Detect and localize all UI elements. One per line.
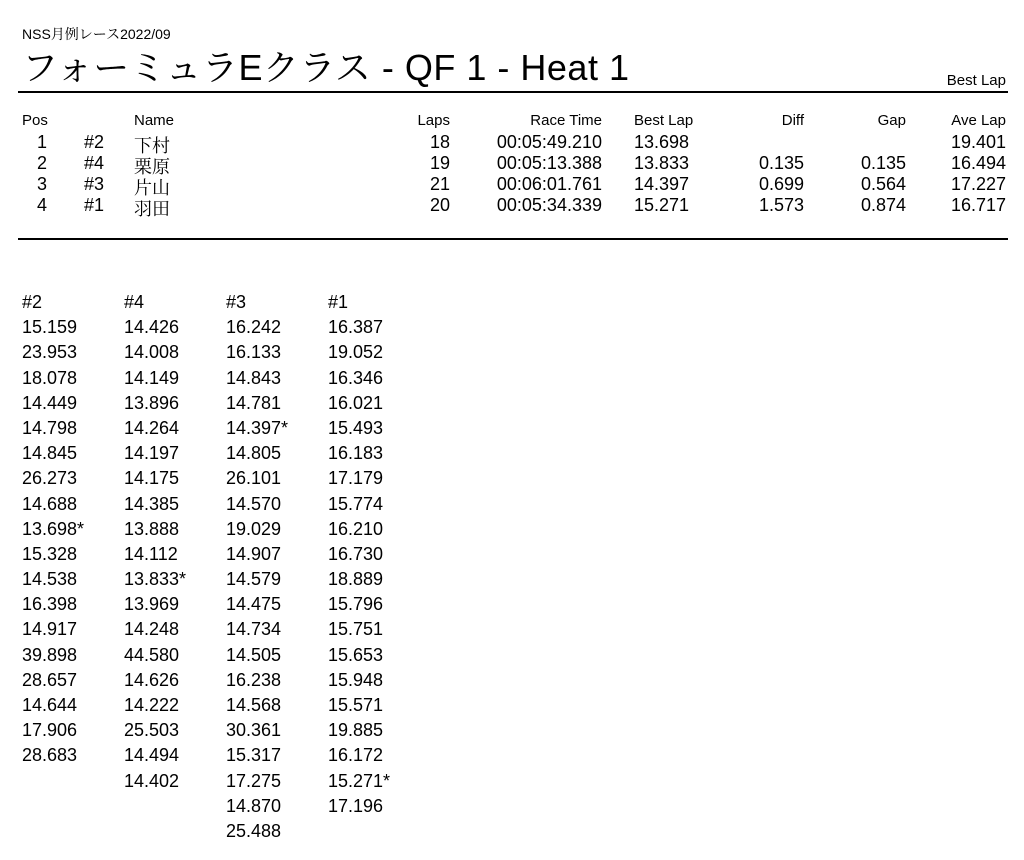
lap-time: 14.112 (124, 543, 178, 564)
lap-time: 17.906 (22, 720, 78, 741)
lap-time: 17.275 (226, 770, 282, 791)
result-row (22, 174, 1008, 198)
result-diff: 0.135 (758, 153, 804, 173)
header-race-time: Race Time (530, 112, 602, 129)
lap-time: 19.052 (328, 342, 384, 363)
lap-time: 25.503 (124, 720, 180, 741)
result-pos: 4 (36, 195, 47, 215)
result-pos: 3 (36, 174, 47, 194)
lap-time: 14.494 (124, 745, 180, 766)
lap-time: 19.029 (226, 518, 282, 539)
lap-time: 15.571 (328, 695, 384, 715)
lap-time: 13.833* (124, 569, 187, 590)
lap-time: 15.317 (226, 745, 282, 766)
result-car-number: #3 (84, 174, 105, 194)
page-title: フォーミュラEクラス - QF 1 - Heat 1 (22, 47, 630, 88)
lap-time: 44.580 (124, 644, 180, 665)
result-pos: 1 (36, 132, 47, 152)
result-ave-lap: 17.227 (950, 174, 1006, 194)
result-diff: 0.699 (758, 174, 804, 194)
lap-time: 28.657 (22, 669, 78, 690)
result-gap: 0.874 (860, 195, 906, 215)
lap-column-car: #2 (22, 292, 43, 312)
lap-time: 14.907 (226, 543, 282, 564)
lap-time: 14.449 (22, 392, 78, 413)
lap-time: 15.774 (328, 493, 384, 514)
lap-time: 16.346 (328, 367, 384, 388)
lap-time: 14.570 (226, 493, 282, 514)
result-row (22, 132, 1008, 156)
result-car-number: #2 (84, 132, 105, 152)
lap-time: 30.361 (226, 720, 282, 741)
lap-time: 16.242 (226, 317, 282, 338)
header-gap: Gap (877, 112, 906, 129)
header-ave-lap: Ave Lap (951, 112, 1006, 129)
lap-time: 16.238 (226, 669, 282, 690)
lap-column (124, 290, 224, 794)
lap-time: 13.888 (124, 518, 180, 539)
result-ave-lap: 19.401 (950, 132, 1006, 152)
lap-time: 14.843 (226, 367, 282, 388)
result-gap: 0.564 (860, 174, 906, 194)
lap-time: 16.210 (328, 518, 384, 539)
result-laps: 20 (429, 195, 450, 215)
lap-time: 14.579 (226, 569, 282, 590)
lap-time: 23.953 (22, 342, 78, 363)
lap-time: 18.078 (22, 367, 78, 388)
event-name: NSS月例レース2022/09 (22, 26, 171, 42)
lap-time: 16.172 (328, 745, 384, 766)
result-race-time: 00:05:34.339 (496, 195, 602, 215)
best-lap-legend: Best Lap (946, 72, 1006, 89)
lap-time: 18.889 (328, 569, 384, 590)
results-body (22, 132, 1008, 219)
lap-time: 16.183 (328, 443, 384, 464)
lap-column-car: #4 (124, 292, 145, 312)
lap-time: 25.488 (226, 820, 282, 841)
lap-time: 14.402 (124, 770, 180, 791)
lap-time: 14.626 (124, 669, 180, 690)
lap-time: 14.505 (226, 644, 282, 665)
lap-time: 14.917 (22, 619, 78, 640)
lap-time: 14.688 (22, 493, 78, 514)
lap-time: 17.179 (328, 468, 384, 489)
lap-time: 16.730 (328, 543, 384, 564)
result-row (22, 195, 1008, 219)
result-race-time: 00:05:13.388 (496, 153, 602, 173)
lap-column (226, 290, 326, 844)
lap-time: 14.175 (124, 468, 180, 489)
lap-column-car: #1 (328, 292, 349, 312)
lap-column-car: #3 (226, 292, 247, 312)
result-diff: 1.573 (758, 195, 804, 215)
lap-column (22, 290, 122, 769)
lap-time: 13.969 (124, 594, 180, 615)
result-best-lap: 15.271 (634, 195, 690, 215)
lap-time: 14.008 (124, 342, 180, 363)
lap-time: 28.683 (22, 745, 78, 766)
lap-time: 14.397* (226, 417, 289, 438)
lap-time: 14.264 (124, 417, 180, 438)
lap-column (328, 290, 428, 819)
result-row (22, 153, 1008, 177)
header-name: Name (134, 112, 175, 129)
lap-time: 16.133 (226, 342, 282, 363)
lap-time: 14.568 (226, 695, 282, 715)
lap-time: 15.796 (328, 594, 384, 615)
result-driver-name: 栗原 (134, 157, 170, 177)
result-race-time: 00:05:49.210 (496, 132, 602, 152)
lap-time: 14.870 (226, 795, 282, 816)
lap-time: 15.653 (328, 644, 384, 665)
results-divider (18, 238, 1008, 240)
result-laps: 21 (429, 174, 450, 194)
lap-time: 14.149 (124, 367, 180, 388)
header-diff: Diff (781, 112, 804, 129)
lap-time: 14.781 (226, 392, 282, 413)
results-header-row (22, 112, 1008, 132)
result-driver-name: 下村 (134, 136, 170, 156)
lap-time: 14.805 (226, 443, 282, 464)
lap-time: 17.196 (328, 795, 384, 816)
lap-time: 16.398 (22, 594, 78, 615)
lap-time: 14.222 (124, 695, 180, 715)
lap-time: 16.021 (328, 392, 384, 413)
lap-time: 16.387 (328, 317, 384, 338)
result-car-number: #4 (84, 153, 105, 173)
lap-time: 14.845 (22, 443, 78, 464)
lap-time: 15.328 (22, 543, 78, 564)
result-best-lap: 13.833 (634, 153, 690, 173)
header-divider (18, 91, 1008, 93)
lap-time: 14.248 (124, 619, 180, 640)
lap-time: 26.101 (226, 468, 282, 489)
result-laps: 19 (429, 153, 450, 173)
header-pos: Pos (22, 112, 48, 129)
results-table (22, 112, 1008, 219)
result-race-time: 00:06:01.761 (496, 174, 602, 194)
result-ave-lap: 16.717 (950, 195, 1006, 215)
lap-time: 14.644 (22, 695, 78, 715)
result-laps: 18 (429, 132, 450, 152)
lap-time: 15.271* (328, 770, 391, 791)
result-driver-name: 片山 (134, 178, 170, 198)
lap-time: 14.734 (226, 619, 282, 640)
header-best-lap: Best Lap (634, 112, 694, 129)
result-driver-name: 羽田 (134, 199, 170, 219)
result-car-number: #1 (84, 195, 105, 215)
lap-time: 13.698* (22, 518, 85, 539)
lap-time: 14.385 (124, 493, 180, 514)
result-gap: 0.135 (860, 153, 906, 173)
result-best-lap: 13.698 (634, 132, 690, 152)
lap-time: 14.538 (22, 569, 78, 590)
lap-time: 19.885 (328, 720, 384, 741)
lap-time: 15.493 (328, 417, 384, 438)
lap-time: 39.898 (22, 644, 78, 665)
lap-time: 15.159 (22, 317, 78, 338)
lap-time: 13.896 (124, 392, 180, 413)
result-best-lap: 14.397 (634, 174, 690, 194)
header-laps: Laps (417, 112, 450, 129)
lap-time: 14.798 (22, 417, 78, 438)
lap-time: 14.426 (124, 317, 180, 338)
lap-time: 15.751 (328, 619, 384, 640)
lap-time: 15.948 (328, 669, 384, 690)
lap-time: 14.475 (226, 594, 282, 615)
result-ave-lap: 16.494 (950, 153, 1006, 173)
result-pos: 2 (36, 153, 47, 173)
lap-time: 26.273 (22, 468, 78, 489)
lap-time: 14.197 (124, 443, 180, 464)
